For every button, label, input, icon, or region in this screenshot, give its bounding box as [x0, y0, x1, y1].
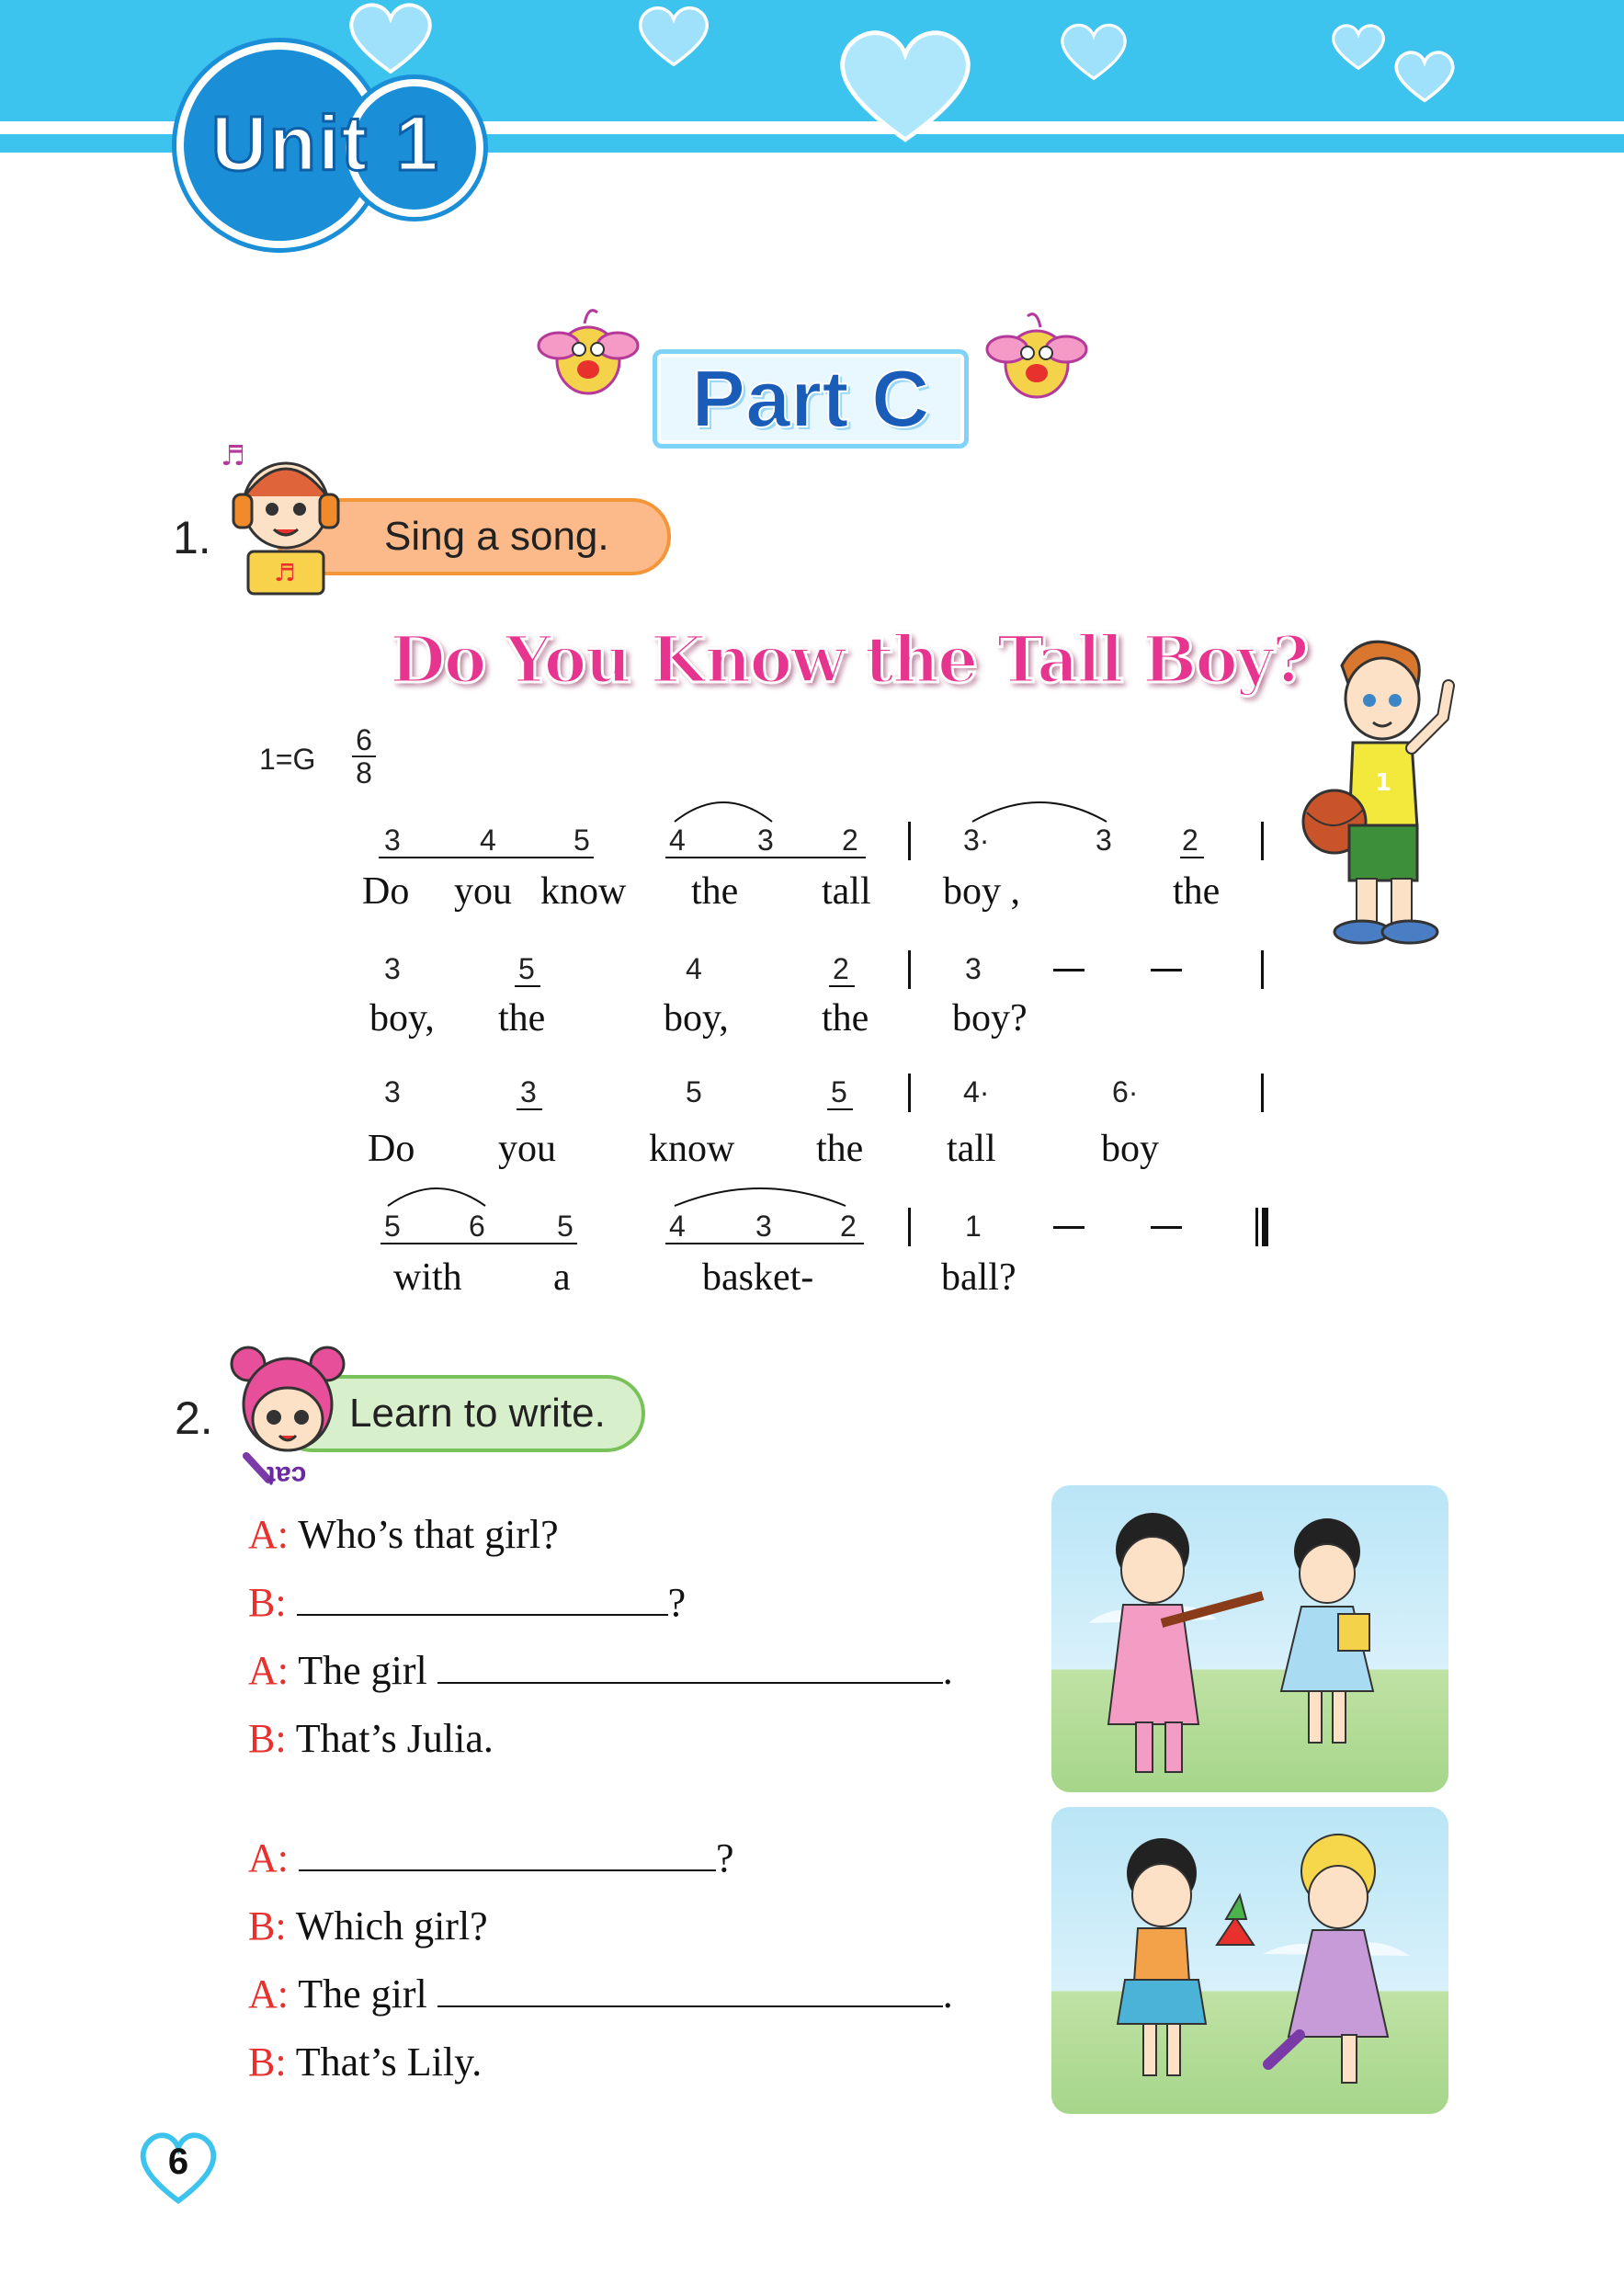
speaker: A:	[248, 1971, 289, 2017]
section-number: 2.	[175, 1392, 213, 1444]
dialogue-line	[248, 1647, 953, 1694]
headphone-kid-icon	[217, 441, 355, 597]
bar-line	[908, 1074, 911, 1112]
svg-text:♬: ♬	[221, 441, 245, 472]
section-number: 1.	[173, 512, 211, 563]
slur	[386, 1182, 487, 1208]
note: 5	[831, 1075, 847, 1108]
note: 2	[833, 952, 849, 985]
bar-line	[1261, 950, 1264, 989]
lyric-word: tall	[822, 870, 871, 913]
speaker: B:	[248, 1903, 287, 1948]
note: 3	[520, 1075, 537, 1108]
page-number: 6	[167, 2142, 189, 2182]
note: 4	[480, 824, 496, 857]
tall-boy-illustration	[1298, 629, 1491, 952]
note: 6	[469, 1210, 485, 1243]
bird-icon	[980, 300, 1094, 410]
dialogue-line	[248, 2039, 482, 2085]
answer-blank[interactable]	[299, 1838, 716, 1871]
bar-line	[908, 1208, 911, 1246]
lyric-word: the	[498, 997, 546, 1040]
note: 3	[755, 1210, 772, 1243]
instruction-text: Sing a song.	[384, 514, 609, 559]
hold-dash	[1053, 969, 1085, 971]
unit-label: Unit	[211, 100, 369, 187]
svg-text:1: 1	[1375, 769, 1392, 797]
note: 3	[384, 824, 401, 857]
note: 5	[384, 1210, 401, 1243]
lyric-word: a	[553, 1256, 571, 1299]
beam	[517, 1108, 542, 1110]
lyric-word: the	[822, 997, 869, 1040]
note: 4	[669, 1210, 686, 1243]
unit-badge	[176, 42, 487, 248]
note: 4·	[963, 1075, 990, 1108]
svg-text:♬: ♬	[274, 560, 296, 587]
note: 4	[669, 824, 686, 857]
dialogue-text: The girl	[298, 1648, 427, 1693]
answer-blank[interactable]	[437, 1974, 943, 2007]
dialogue-text: ?	[716, 1835, 734, 1880]
lyric-word: boy,	[369, 997, 435, 1040]
instruction-text: Learn to write.	[349, 1391, 606, 1436]
beam	[515, 985, 540, 987]
part-title	[653, 349, 969, 449]
bird-icon	[531, 296, 645, 406]
cat-label: cat	[267, 1460, 307, 1491]
julia-violin-illustration	[1051, 1485, 1448, 1792]
note: 1	[965, 1210, 982, 1243]
lyric-word: boy ,	[943, 870, 1020, 913]
beam	[1180, 857, 1204, 858]
note: 2	[1182, 824, 1198, 857]
dialogue-line	[248, 1579, 686, 1626]
answer-blank[interactable]	[437, 1651, 943, 1684]
note: 5	[574, 824, 590, 857]
dialogue-line	[248, 1971, 953, 2017]
note: 4	[686, 952, 702, 985]
slur	[971, 796, 1108, 824]
speaker: A:	[248, 1512, 289, 1557]
lyric-word: ball?	[941, 1256, 1016, 1299]
beam	[380, 1243, 577, 1244]
lyric-word: tall	[947, 1128, 996, 1170]
girls-illustration	[1051, 1485, 1448, 1792]
heart-icon	[1391, 46, 1458, 105]
heart-icon	[832, 24, 979, 143]
speaker: A:	[248, 1648, 289, 1693]
speaker: B:	[248, 1716, 287, 1761]
heart-icon	[634, 4, 713, 66]
hold-dash	[1151, 1226, 1182, 1229]
lyric-word: the	[1173, 870, 1221, 913]
bar-line	[908, 822, 911, 860]
lyric-word: boy	[1101, 1128, 1159, 1170]
dialogue-line	[248, 1715, 494, 1762]
time-top: 6	[356, 723, 372, 756]
note: 3·	[963, 824, 990, 857]
dialogue-end: .	[942, 1648, 953, 1693]
lyric-word: basket-	[702, 1256, 814, 1299]
lyric-word: you	[498, 1128, 556, 1170]
song-title: Do You Know the Tall Boy?	[390, 621, 1308, 698]
final-bar-line	[1255, 1208, 1258, 1246]
dialogue-text: Who’s that girl?	[298, 1512, 559, 1557]
dialogue-line	[248, 1835, 734, 1881]
note: 3	[384, 952, 401, 985]
lyric-word: boy?	[952, 997, 1028, 1040]
lyric-word: with	[393, 1256, 462, 1299]
slur	[673, 796, 774, 824]
lyric-word: know	[649, 1128, 735, 1170]
bar-line	[908, 950, 911, 989]
heart-icon	[1329, 20, 1388, 72]
part-title-text: Part C	[691, 353, 930, 444]
unit-number: 1	[395, 100, 438, 187]
dialogue-text: Which girl?	[295, 1903, 488, 1948]
note: 3	[965, 952, 982, 985]
note: 2	[840, 1210, 857, 1243]
answer-blank[interactable]	[297, 1583, 668, 1616]
slur	[673, 1182, 847, 1208]
dialogue-text: That’s Lily.	[295, 2039, 483, 2085]
beam	[827, 1108, 853, 1110]
heart-icon	[1057, 18, 1130, 83]
hold-dash	[1053, 1226, 1085, 1229]
dialogue-end: .	[942, 1971, 953, 2017]
note: 3	[757, 824, 774, 857]
dialogue-text: That’s Julia.	[295, 1716, 494, 1761]
dialogue-line	[248, 1511, 559, 1558]
dialogue-text: The girl	[298, 1971, 427, 2017]
note: 5	[518, 952, 535, 985]
beam	[665, 1243, 864, 1244]
note: 3	[1096, 824, 1112, 857]
speaker: A:	[248, 1835, 289, 1880]
note: 6·	[1112, 1075, 1139, 1108]
beam	[829, 985, 855, 987]
final-bar-line	[1262, 1208, 1268, 1246]
speaker: B:	[248, 1580, 287, 1625]
time-signature	[352, 724, 376, 789]
lyric-word: Do	[362, 870, 410, 913]
lyric-word: the	[691, 870, 739, 913]
lily-shuttlecock-illustration	[1051, 1807, 1448, 2114]
bar-line	[1261, 822, 1264, 860]
note: 5	[557, 1210, 574, 1243]
lyric-word: know	[540, 870, 627, 913]
beam	[665, 857, 866, 858]
lyric-word: you	[454, 870, 512, 913]
key-signature: 1=G	[259, 743, 316, 776]
dialogue-line	[248, 1903, 488, 1949]
lyric-word: the	[816, 1128, 864, 1170]
lyric-word: Do	[368, 1128, 415, 1170]
lyric-word: boy,	[664, 997, 729, 1040]
time-bottom: 8	[356, 756, 372, 790]
note: 3	[384, 1075, 401, 1108]
page-number-badge	[134, 2125, 222, 2208]
bar-line	[1261, 1074, 1264, 1112]
note: 5	[686, 1075, 702, 1108]
beam	[379, 857, 594, 858]
note: 2	[842, 824, 858, 857]
speaker: B:	[248, 2039, 287, 2085]
hold-dash	[1151, 969, 1182, 971]
girls-illustration	[1051, 1807, 1448, 2114]
dialogue-text: ?	[667, 1580, 687, 1625]
